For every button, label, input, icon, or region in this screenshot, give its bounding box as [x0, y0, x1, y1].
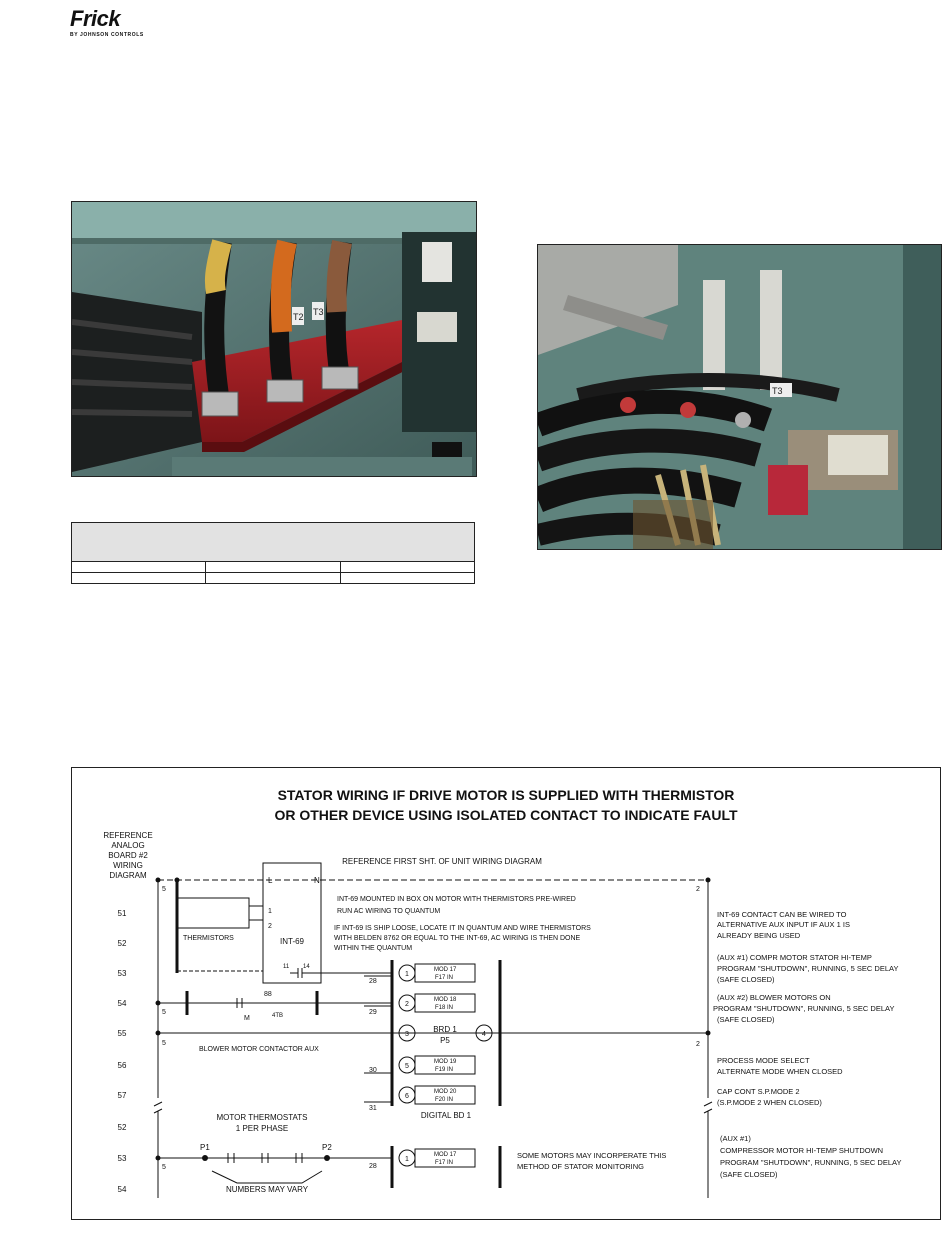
- brd-circle-4: 4: [482, 1031, 486, 1038]
- photo-panel-wiring: [537, 244, 942, 550]
- reference-first-sheet: REFERENCE FIRST SHT. OF UNIT WIRING DIAGRAM: [342, 857, 542, 866]
- bottom-mod-label: MOD 17: [434, 1152, 457, 1158]
- some-motors-1: SOME MOTORS MAY INCORPERATE THIS: [517, 1151, 667, 1160]
- wire-28-bottom: 28: [369, 1163, 377, 1170]
- right-note-8: PROGRAM "SHUTDOWN", RUNNING, 5 SEC DELAY: [713, 1004, 895, 1013]
- mod-20-input: F20 IN: [435, 1097, 454, 1103]
- logo-brand: Frick: [70, 6, 121, 31]
- photo-motor-terminals: [71, 201, 477, 477]
- wire-5-bottom: 5: [162, 1164, 166, 1171]
- numbers-may-vary: NUMBERS MAY VARY: [225, 1185, 309, 1194]
- bottom-mod-circle: 1: [405, 1156, 409, 1163]
- right-note-4: (AUX #1) COMPR MOTOR STATOR HI-TEMP: [717, 953, 872, 962]
- rung-54-bottom: 54: [117, 1185, 127, 1194]
- rung-52: 52: [117, 939, 127, 948]
- reference-line-5: DIAGRAM: [109, 871, 147, 880]
- reference-line-2: ANALOG: [111, 841, 145, 850]
- int69-terminal-2: 2: [268, 923, 272, 930]
- mod-17-label: MOD 17: [434, 967, 457, 973]
- right-note-2: ALTERNATIVE AUX INPUT IF AUX 1 IS: [717, 920, 850, 929]
- mod-circle-5: 5: [405, 1063, 409, 1070]
- bottom-right-3: PROGRAM "SHUTDOWN", RUNNING, 5 SEC DELAY: [720, 1158, 902, 1167]
- mod-circle-2: 2: [405, 1001, 409, 1008]
- int69-note-2: RUN AC WIRING TO QUANTUM: [337, 908, 441, 915]
- bottom-right-4: (SAFE CLOSED): [720, 1170, 778, 1179]
- spec-table: [71, 522, 475, 584]
- rung-52-bottom: 52: [117, 1123, 127, 1132]
- mod-circle-6: 6: [405, 1093, 409, 1100]
- motor-thermostats-2: 1 PER PHASE: [235, 1124, 289, 1133]
- rung-53: 53: [117, 969, 127, 978]
- right-note-9: (SAFE CLOSED): [717, 1015, 775, 1024]
- right-note-5: PROGRAM "SHUTDOWN", RUNNING, 5 SEC DELAY: [717, 964, 899, 973]
- bottom-right-2: COMPRESSOR MOTOR HI-TEMP SHUTDOWN: [720, 1146, 884, 1155]
- motor-thermostats-1: MOTOR THERMOSTATS: [216, 1113, 308, 1122]
- mod-18-input: F18 IN: [435, 1005, 454, 1011]
- int69-note-1: INT-69 MOUNTED IN BOX ON MOTOR WITH THERMISTORS PRE-WIRED: [337, 896, 576, 903]
- int69-contact-11: 11: [283, 964, 290, 970]
- wire-5-top: 5: [162, 886, 166, 893]
- wire-31: 31: [369, 1105, 377, 1112]
- diagram-title-line2: OR OTHER DEVICE USING ISOLATED CONTACT TO INDICATE FAULT: [274, 807, 738, 823]
- logo-subbrand: BY JOHNSON CONTROLS: [70, 32, 144, 38]
- blower-aux-label: BLOWER MOTOR CONTACTOR AUX: [199, 1046, 319, 1053]
- mod-19-label: MOD 19: [434, 1059, 457, 1065]
- table-cell: [340, 562, 474, 573]
- int69-terminal-n: N: [314, 876, 320, 885]
- rung-53-bottom: 53: [117, 1154, 127, 1163]
- table-cell: [72, 562, 206, 573]
- some-motors-2: METHOD OF STATOR MONITORING: [517, 1162, 644, 1171]
- table-cell: [340, 573, 474, 584]
- wire-29: 29: [369, 1009, 377, 1016]
- brd-label-2: P5: [440, 1036, 450, 1045]
- table-cell: [206, 562, 340, 573]
- int69-note-5: WITHIN THE QUANTUM: [334, 945, 413, 952]
- table-row: [72, 562, 475, 573]
- int69-terminal-1: 1: [268, 908, 272, 915]
- right-note-6: (SAFE CLOSED): [717, 975, 775, 984]
- bottom-mod-input: F17 IN: [435, 1160, 454, 1166]
- wire-2-top: 2: [696, 886, 700, 893]
- wiring-schematic: [72, 768, 940, 1219]
- brd-label-1: BRD 1: [433, 1025, 457, 1034]
- mod-20-label: MOD 20: [434, 1089, 457, 1095]
- mod-18-label: MOD 18: [434, 997, 457, 1003]
- right-note-7: (AUX #2) BLOWER MOTORS ON: [717, 993, 831, 1002]
- brd-circle-3: 3: [405, 1031, 409, 1038]
- wire-2-rung55: 2: [696, 1041, 700, 1048]
- right-note-1: INT-69 CONTACT CAN BE WIRED TO: [717, 910, 847, 919]
- int69-note-4: WITH BELDEN 8762 OR EQUAL TO THE INT-69, AC WIRING IS THEN DONE: [334, 935, 581, 942]
- cable-label-t3-right: T3: [772, 386, 783, 396]
- thermostat-p1: P1: [200, 1143, 210, 1152]
- diagram-title-line1: STATOR WIRING IF DRIVE MOTOR IS SUPPLIED WITH THERMISTOR: [277, 787, 735, 803]
- reference-line-3: BOARD #2: [108, 851, 148, 860]
- contactor-m: M: [244, 1015, 250, 1022]
- table-cell: [72, 573, 206, 584]
- int69-terminal-l: L: [268, 876, 273, 885]
- wire-5-rung55: 5: [162, 1040, 166, 1047]
- rung-54: 54: [117, 999, 127, 1008]
- rung-55: 55: [117, 1029, 127, 1038]
- right-note-11: ALTERNATE MODE WHEN CLOSED: [717, 1067, 843, 1076]
- rung-51: 51: [117, 909, 127, 918]
- reference-line-4: WIRING: [113, 861, 143, 870]
- thermostat-p2: P2: [322, 1143, 332, 1152]
- cable-label-t3: T3: [313, 307, 324, 317]
- rung-56: 56: [117, 1061, 127, 1070]
- photo-motor-terminals-illustration: [72, 202, 476, 476]
- table-header: [72, 523, 475, 562]
- contactor-4tb: 4TB: [272, 1013, 284, 1019]
- table-row: [72, 573, 475, 584]
- bottom-right-1: (AUX #1): [720, 1134, 751, 1143]
- wire-28: 28: [369, 978, 377, 985]
- wire-5-rung54: 5: [162, 1009, 166, 1016]
- int69-label: INT-69: [280, 937, 305, 946]
- wire-30: 30: [369, 1067, 377, 1074]
- reference-line-1: REFERENCE: [103, 831, 153, 840]
- contactor-88: 88: [264, 991, 272, 998]
- mod-circle-1: 1: [405, 971, 409, 978]
- right-note-12: CAP CONT S.P.MODE 2: [717, 1087, 800, 1096]
- frick-logo: [70, 8, 160, 42]
- thermistors-label: THERMISTORS: [183, 935, 234, 942]
- cable-label-t2: T2: [293, 312, 304, 322]
- rung-57: 57: [117, 1091, 127, 1100]
- mod-19-input: F19 IN: [435, 1067, 454, 1073]
- int69-contact-14: 14: [303, 964, 310, 970]
- right-note-10: PROCESS MODE SELECT: [717, 1056, 810, 1065]
- stator-wiring-diagram: [71, 767, 941, 1220]
- int69-note-3: IF INT-69 IS SHIP LOOSE, LOCATE IT IN QUANTUM AND WIRE THERMISTORS: [334, 925, 591, 932]
- right-note-13: (S.P.MODE 2 WHEN CLOSED): [717, 1098, 822, 1107]
- mod-17-input: F17 IN: [435, 975, 454, 981]
- digital-bd-label: DIGITAL BD 1: [420, 1111, 472, 1120]
- right-note-3: ALREADY BEING USED: [717, 931, 801, 940]
- table-cell: [206, 573, 340, 584]
- photo-panel-wiring-illustration: [538, 245, 941, 549]
